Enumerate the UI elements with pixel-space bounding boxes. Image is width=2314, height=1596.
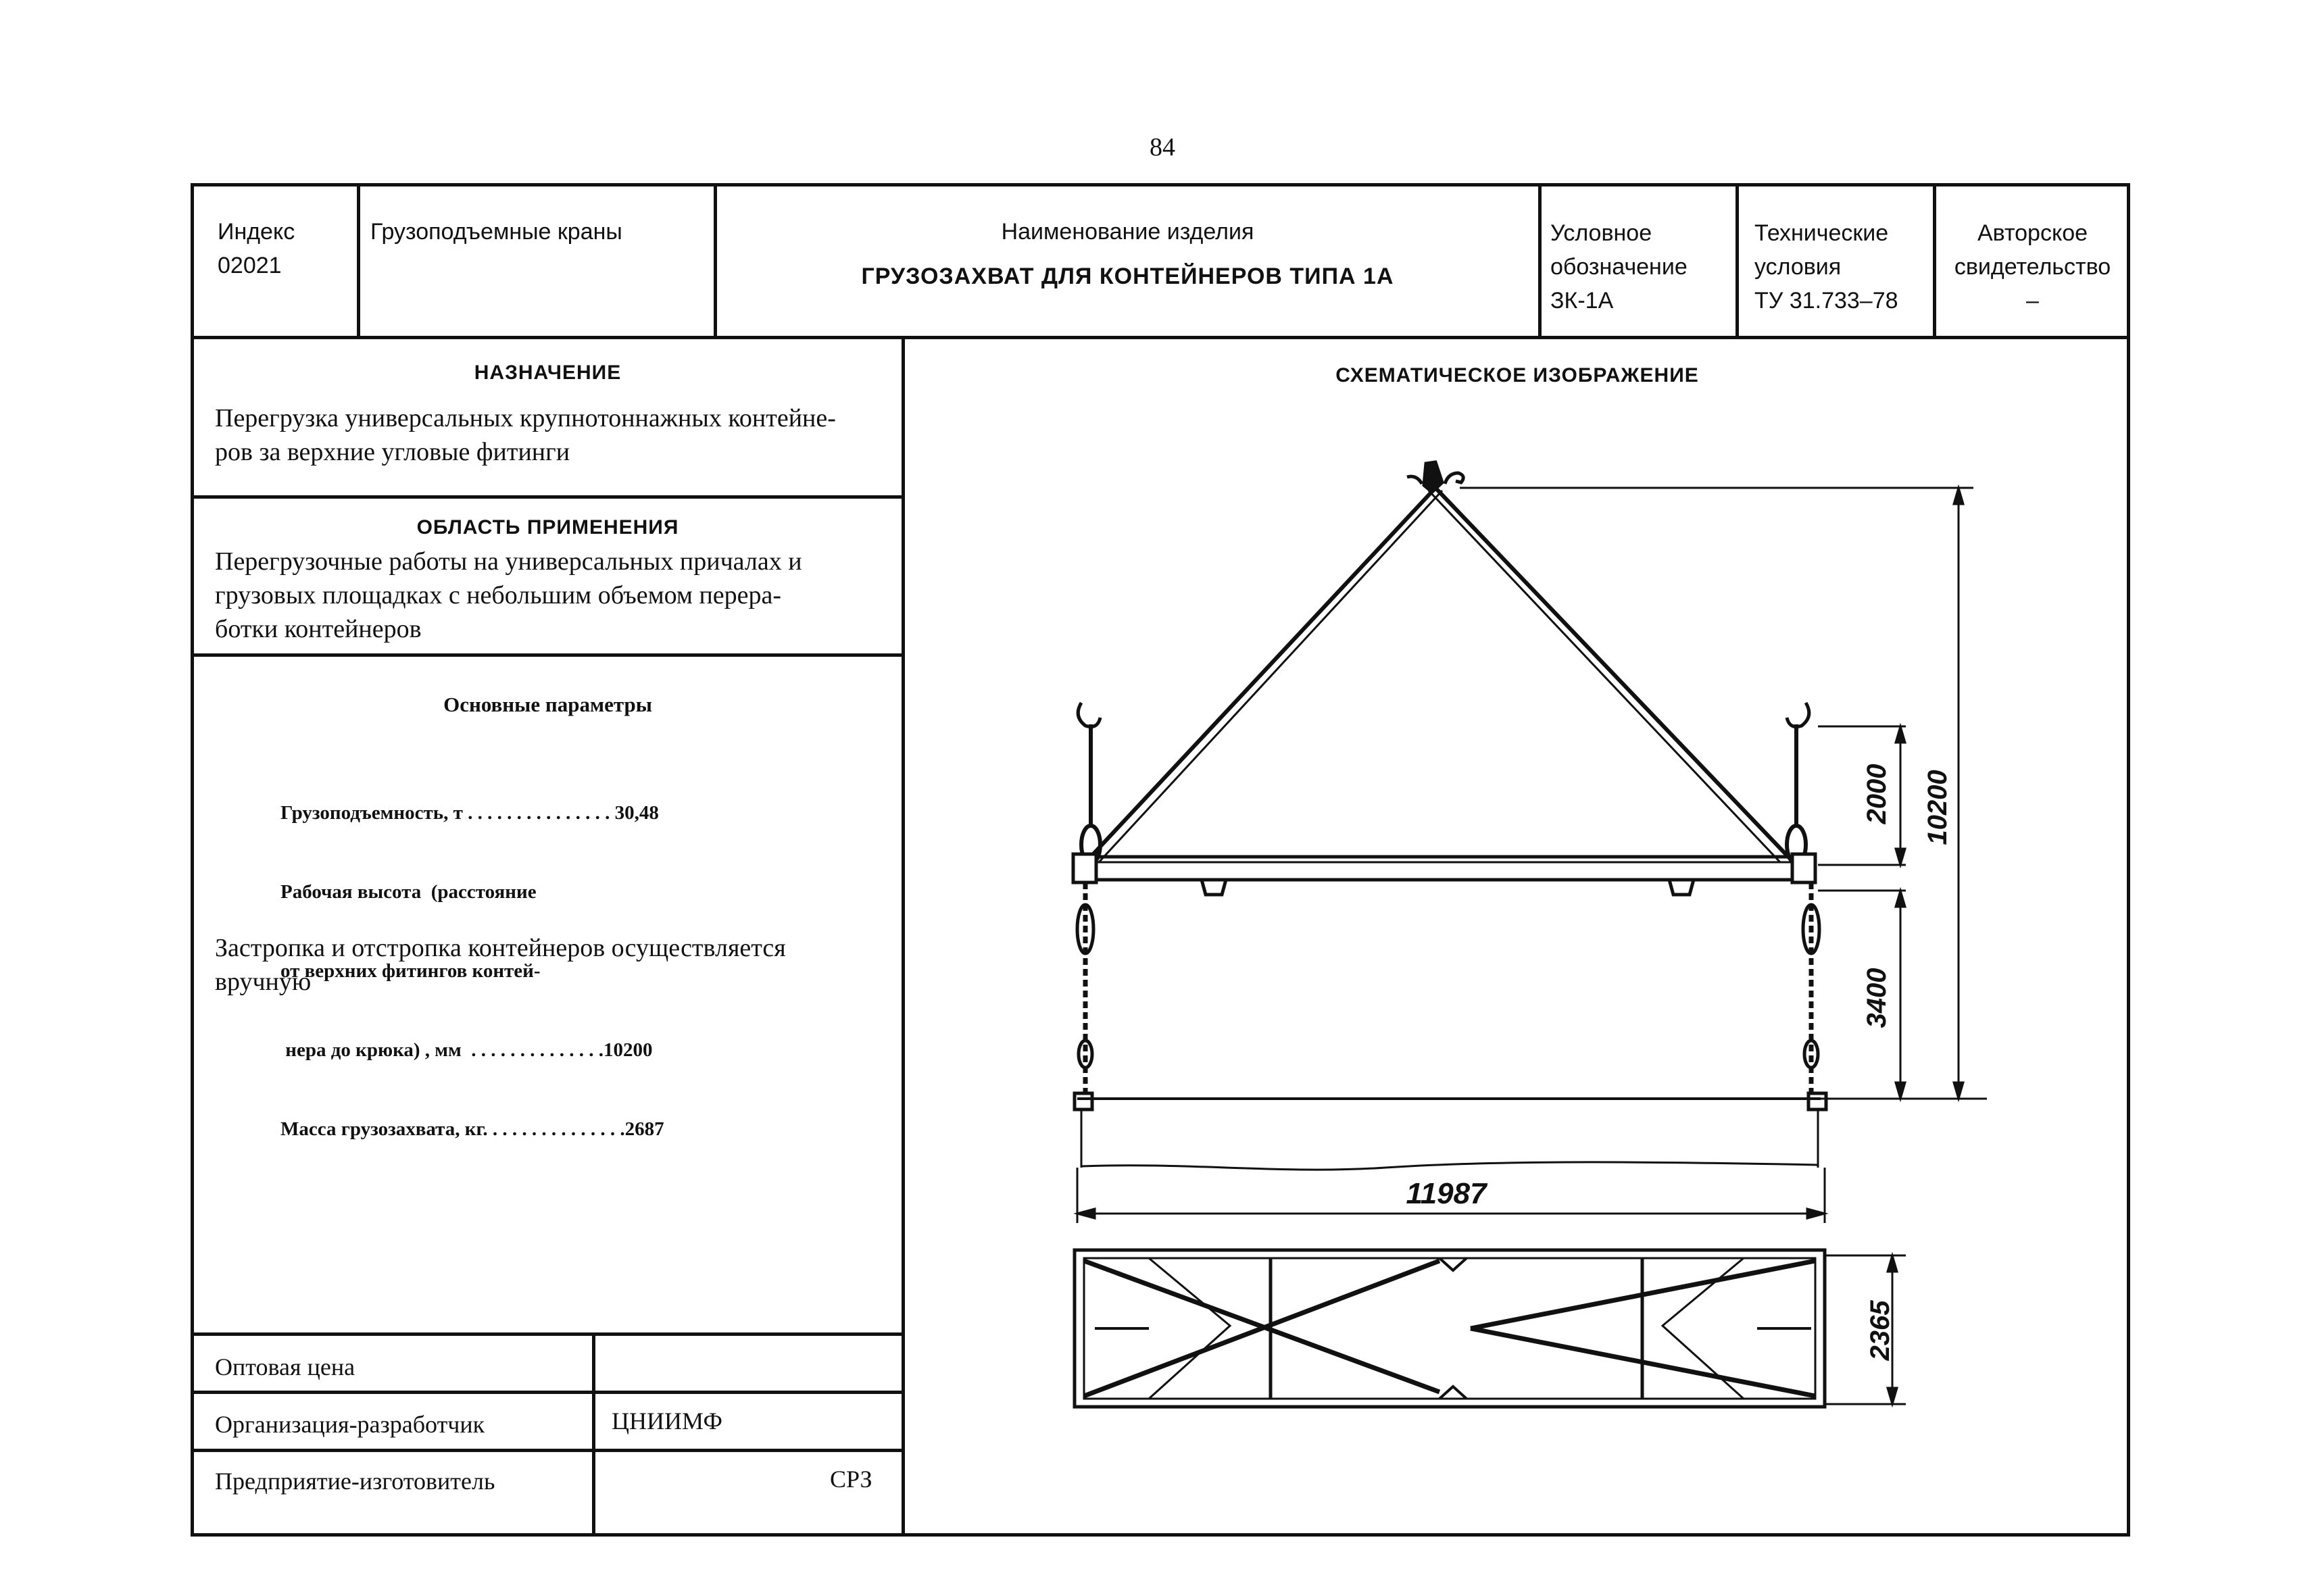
manufacturer-label: Предприятие-изготовитель	[215, 1468, 495, 1495]
index-value: 02021	[218, 253, 282, 278]
note-line-1: Застропка и отстропка контейнеров осуществляется	[215, 934, 786, 962]
param-height: нера до крюка) , мм . . . . . . . . . . . . . .10200	[280, 1039, 653, 1061]
designation-label-1: Условное	[1550, 220, 1652, 246]
developer-value: ЦНИИМФ	[612, 1407, 722, 1435]
application-line-1: Перегрузочные работы на универсальных причалах и	[215, 547, 802, 576]
purpose-title: НАЗНАЧЕНИЕ	[474, 361, 622, 384]
product-cell	[717, 215, 1538, 290]
spreader-frame	[1073, 854, 1815, 895]
specs-value: ТУ 31.733–78	[1754, 288, 1898, 314]
application-text	[215, 545, 901, 646]
dim-total-height: 10200	[1923, 770, 1952, 845]
category-cell	[370, 215, 708, 249]
product-label: Наименование изделия	[1001, 219, 1254, 245]
price-label: Оптовая цена	[215, 1353, 355, 1380]
dim-frame-to-container: 3400	[1862, 968, 1892, 1028]
manufacturer-value: СРЗ	[830, 1466, 872, 1493]
right-hook-icon	[1787, 703, 1809, 864]
spreader-schematic	[905, 339, 2128, 1535]
schematic-title: СХЕМАТИЧЕСКОЕ ИЗОБРАЖЕНИЕ	[1335, 364, 1699, 386]
specs-label-2: условия	[1754, 254, 1842, 280]
param-mass: Масса грузозахвата, кг. . . . . . . . . . . . . . .2687	[280, 1118, 664, 1140]
note-line-2: вручную	[215, 968, 312, 996]
container-chains	[1077, 882, 1819, 1099]
application-line-2: грузовых площадках с небольшим объемом перера-	[215, 581, 782, 609]
purpose-line-1: Перегрузка универсальных крупнотоннажных контейне-	[215, 404, 836, 432]
purpose-line-2: ров за верхние угловые фитинги	[215, 438, 570, 466]
patent-cell	[1936, 216, 2129, 318]
specs-label-1: Технические	[1754, 220, 1889, 246]
slinging-note	[215, 931, 901, 999]
spreader-plan-view	[1075, 1250, 1825, 1407]
dim-length: 11987	[1406, 1177, 1487, 1210]
dim-hook-to-frame: 2000	[1862, 764, 1892, 824]
patent-label-1: Авторское	[1977, 220, 2088, 246]
index-cell	[218, 215, 353, 282]
param-capacity: Грузоподъемность, т . . . . . . . . . . . . . . . 30,48	[280, 802, 659, 824]
param-height-label-1: Рабочая высота (расстояние	[280, 881, 537, 903]
crane-hook-icon	[1407, 462, 1463, 492]
designation-value: ЗК-1А	[1550, 288, 1614, 314]
specs-cell	[1754, 216, 1937, 318]
left-hook-icon	[1078, 703, 1100, 864]
parameters-title: Основные параметры	[443, 693, 652, 716]
designation-label-2: обозначение	[1550, 254, 1688, 280]
application-title: ОБЛАСТЬ ПРИМЕНЕНИЯ	[416, 516, 679, 539]
purpose-text	[215, 401, 901, 469]
application-line-3: ботки контейнеров	[215, 615, 422, 643]
page-number: 84	[1150, 133, 1175, 161]
index-label: Индекс	[218, 219, 295, 245]
patent-label-2: свидетельство	[1954, 254, 2111, 280]
patent-value: –	[2026, 288, 2039, 314]
product-name: ГРУЗОЗАХВАТ ДЛЯ КОНТЕЙНЕРОВ ТИПА 1А	[861, 264, 1394, 289]
developer-label: Организация-разработчик	[215, 1411, 485, 1438]
container-side-view	[1075, 1093, 1826, 1170]
sling-cables	[1089, 488, 1790, 862]
designation-cell	[1550, 216, 1733, 318]
height-dimensions	[1460, 488, 1987, 1099]
dim-width: 2365	[1865, 1300, 1895, 1361]
param-height-label-2: от верхних фитингов контей-	[280, 960, 541, 982]
category-value: Грузоподъемные краны	[370, 219, 622, 245]
